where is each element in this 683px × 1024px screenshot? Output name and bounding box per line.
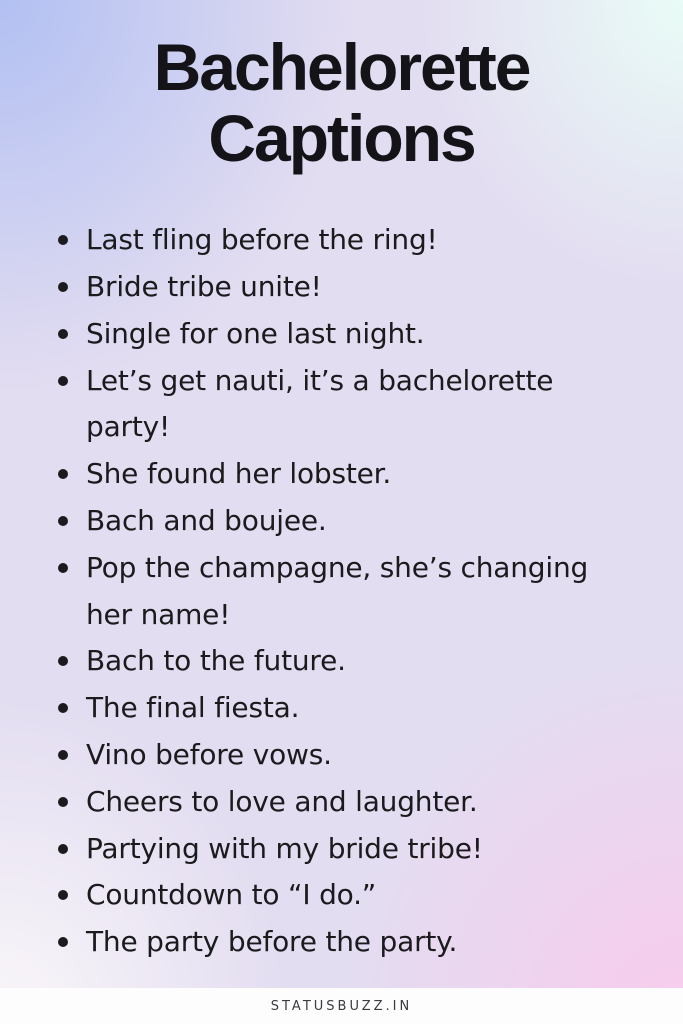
bullet-icon (58, 937, 68, 947)
caption-text: Let’s get nauti, it’s a bachelorette party! (86, 363, 554, 444)
caption-text: The final fiesta. (86, 691, 300, 725)
caption-item (58, 919, 639, 966)
bullet-icon (58, 469, 68, 479)
bullet-icon (58, 329, 68, 339)
caption-item (58, 826, 639, 873)
page-title (0, 0, 683, 173)
caption-item (58, 311, 639, 358)
caption-item (58, 217, 639, 264)
bullet-icon (58, 890, 68, 900)
bullet-icon (58, 703, 68, 713)
caption-text: Vino before vows. (86, 737, 332, 771)
bullet-icon (58, 656, 68, 666)
bullet-icon (58, 844, 68, 854)
page-title-line-2: Captions (208, 100, 475, 175)
caption-item (58, 638, 639, 685)
caption-text: Bride tribe unite! (86, 270, 322, 304)
footer-brand: STATUSBUZZ.IN (270, 998, 413, 1014)
caption-item (58, 732, 639, 779)
caption-text: The party before the party. (86, 925, 458, 959)
page-title-line-1: Bachelorette (153, 30, 530, 104)
caption-text: Countdown to “I do.” (86, 878, 377, 912)
caption-text: Cheers to love and laughter. (86, 784, 478, 818)
bullet-icon (58, 750, 68, 760)
caption-item (58, 545, 639, 639)
caption-item (58, 685, 639, 732)
bullet-icon (58, 282, 68, 292)
bullet-icon (58, 516, 68, 526)
caption-text: Single for one last night. (86, 316, 425, 350)
caption-text: Pop the champagne, she’s changing her name! (86, 550, 589, 631)
caption-item (58, 779, 639, 826)
caption-text: She found her lobster. (86, 457, 392, 491)
bullet-icon (58, 235, 68, 245)
caption-item (58, 358, 639, 452)
caption-text: Last fling before the ring! (86, 223, 438, 257)
caption-item (58, 264, 639, 311)
caption-item (58, 872, 639, 919)
bullet-icon (58, 797, 68, 807)
caption-text: Bach and boujee. (86, 504, 327, 537)
caption-item (58, 498, 639, 545)
caption-text: Partying with my bride tribe! (86, 831, 483, 865)
caption-item (58, 451, 639, 498)
bullet-icon (58, 563, 68, 573)
footer-bar (0, 988, 683, 1024)
bullet-icon (58, 376, 68, 386)
caption-text: Bach to the future. (86, 644, 346, 678)
caption-list (0, 217, 683, 966)
